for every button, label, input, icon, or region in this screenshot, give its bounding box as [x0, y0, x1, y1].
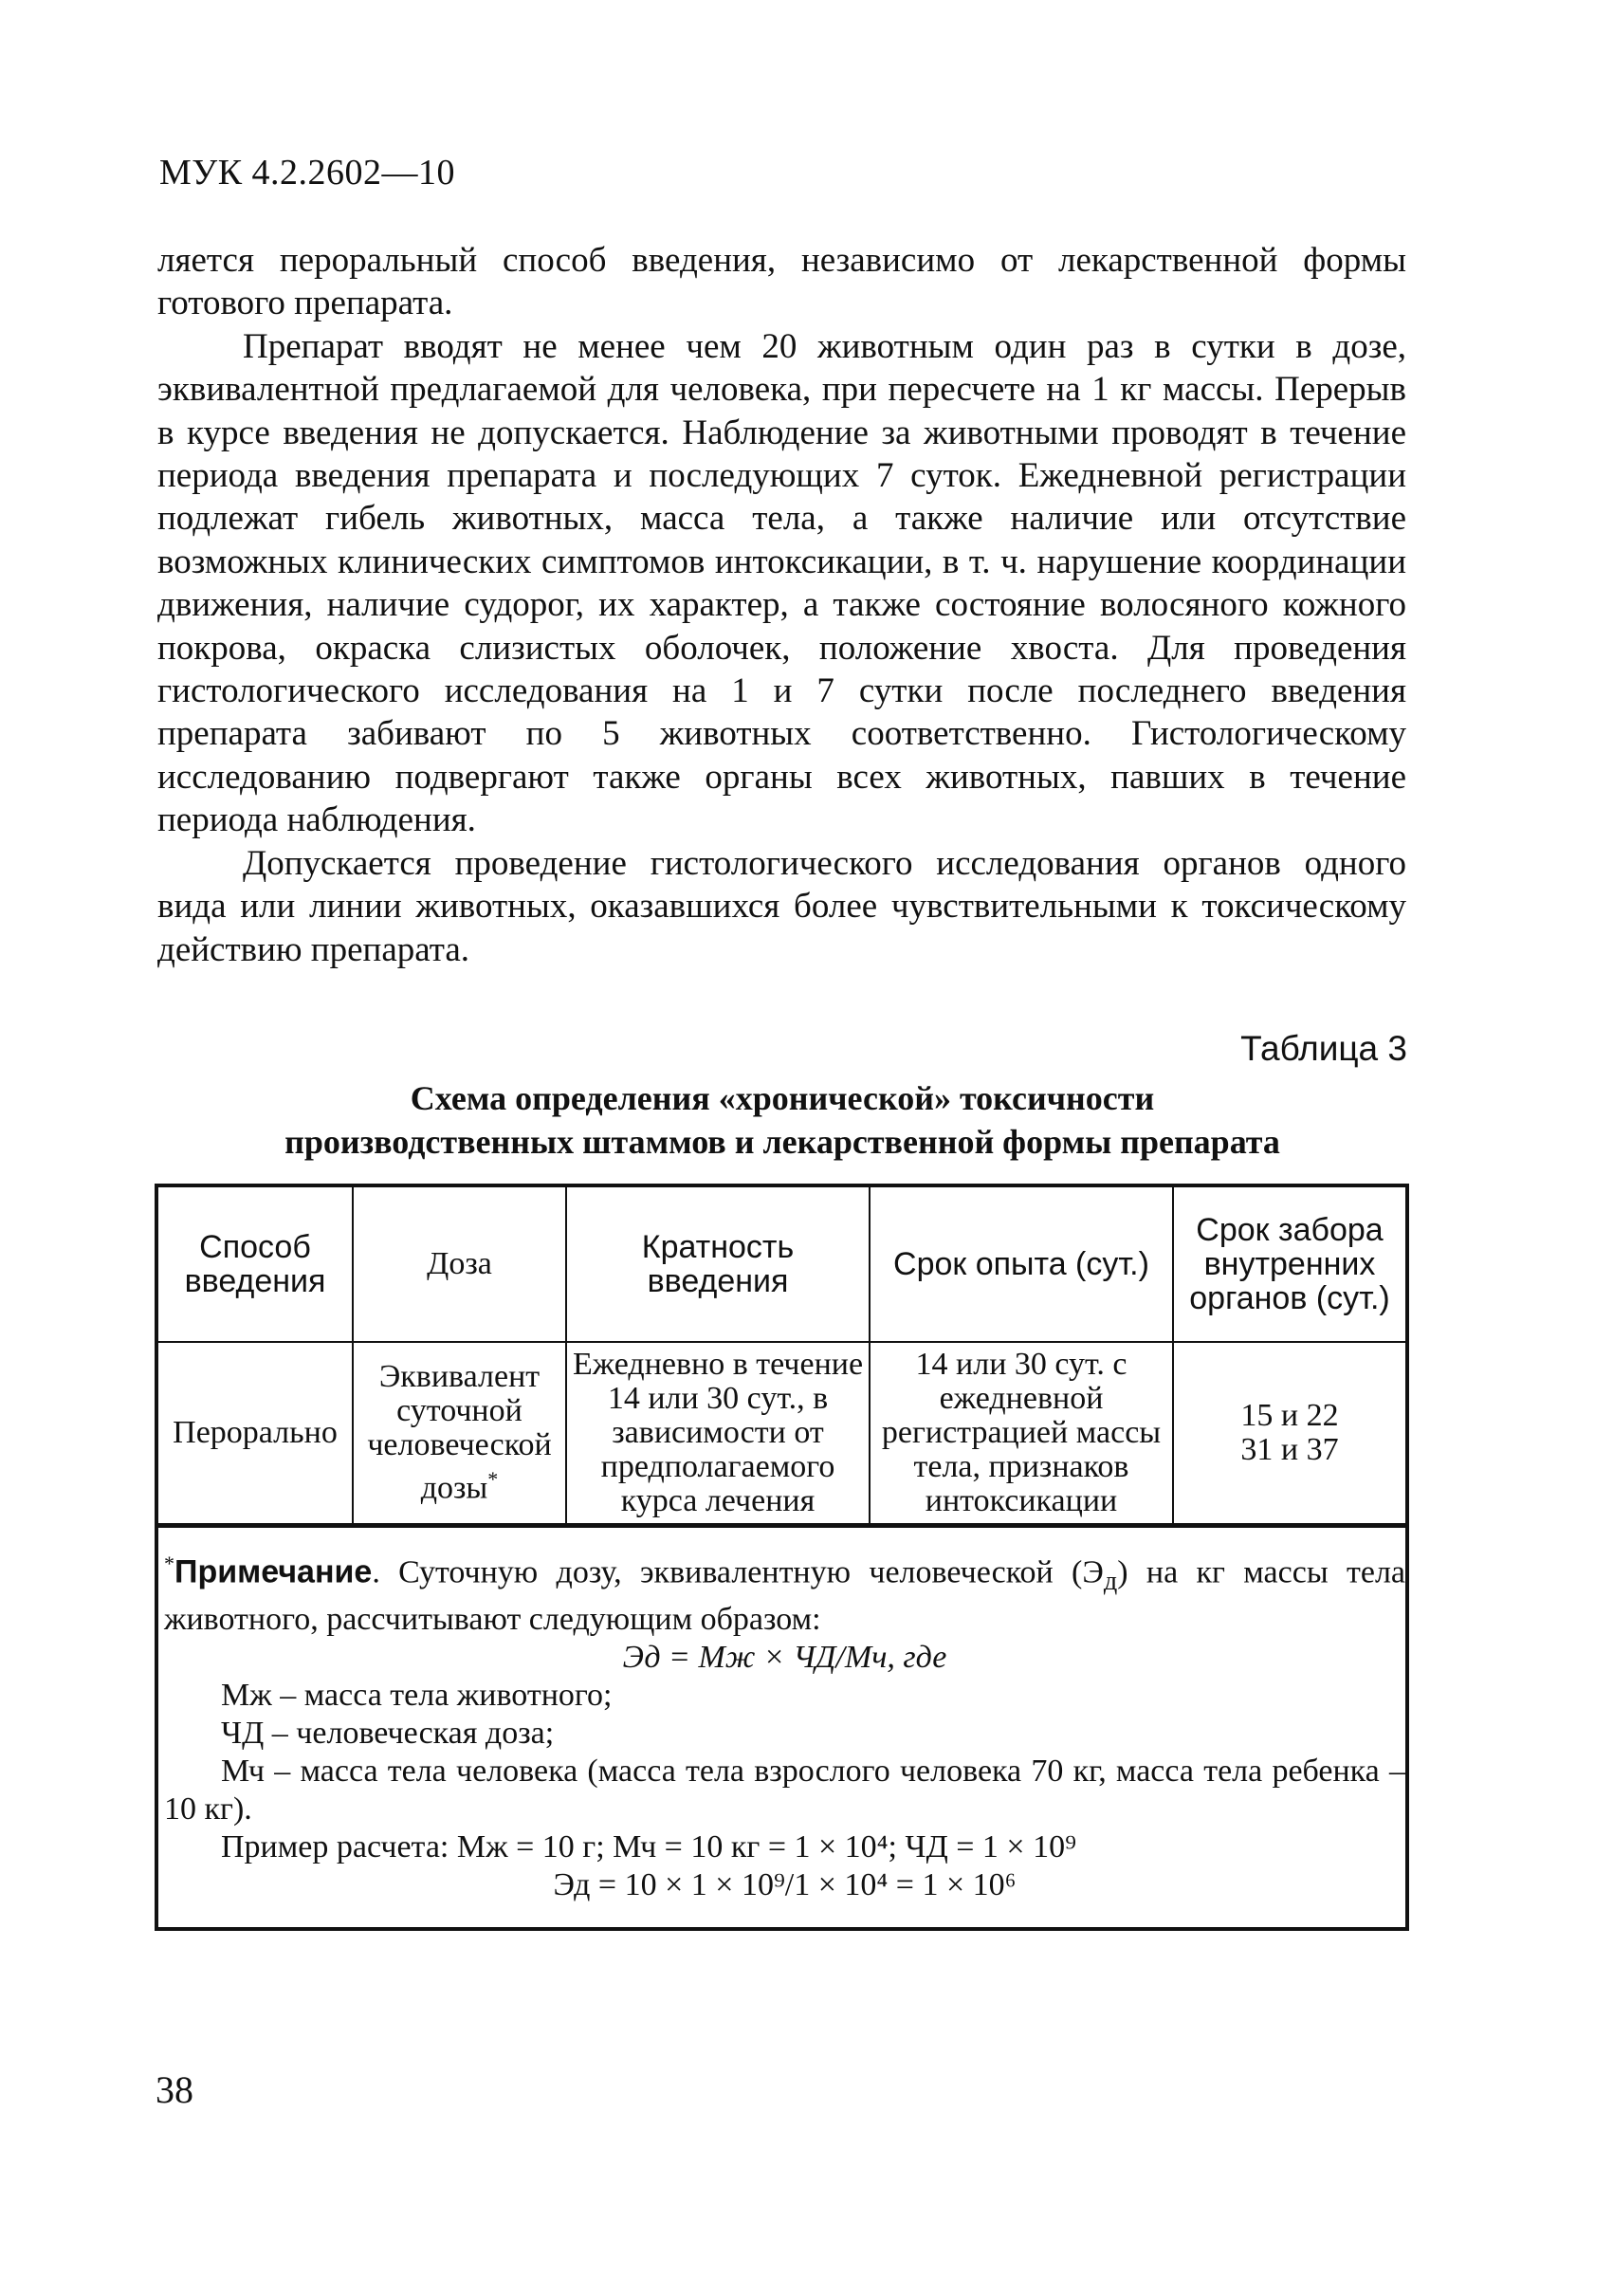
- paragraph-3: Допускается проведение гистологического исследования органов одного вида или линии животных, оказавшихся более чувствительными к токсическому действию препарата.: [157, 843, 1406, 969]
- table-title: [152, 1076, 1413, 1164]
- note-text-sub: д: [1103, 1567, 1118, 1597]
- dose-text: Эквивалент суточной человеческой дозы: [367, 1359, 552, 1506]
- body-text: [157, 239, 1406, 971]
- header-dose: Доза: [353, 1187, 566, 1342]
- table-title-line-1: Схема определения «хронической» токсичности: [410, 1079, 1155, 1117]
- note-example-label: Пример расчета:: [221, 1829, 457, 1865]
- dose-footnote-mark: *: [487, 1467, 499, 1492]
- organs-line-1: 15 и 22: [1240, 1398, 1339, 1433]
- note-example-result: Эд = 10 × 1 × 10⁹/1 × 10⁴ = 1 × 10⁶: [553, 1867, 1017, 1903]
- table-header-row: [158, 1187, 1405, 1342]
- cell-method: Перорально: [158, 1342, 353, 1524]
- cell-duration: 14 или 30 сут. с ежедневной регистрацией массы тела, признаков интоксикации: [870, 1342, 1173, 1524]
- note-text-end: ) на кг массы тела животного, рассчитывают следующим образом:: [164, 1554, 1405, 1638]
- paragraph-1: ляется пероральный способ введения, независимо от лекарственной формы готового препарата.: [157, 241, 1406, 323]
- table-title-line-2: производственных штаммов и лекарственной формы препарата: [284, 1123, 1280, 1161]
- table-note: [158, 1525, 1405, 1927]
- header-frequency: Кратность введения: [566, 1187, 870, 1342]
- note-formula: Эд = Мж × ЧД/Мч, где: [622, 1640, 947, 1676]
- header-organs: Срок забора внутренних органов (сут.): [1173, 1187, 1405, 1342]
- header-method: Способ введения: [158, 1187, 353, 1342]
- document-code-header: МУК 4.2.2602—10: [159, 153, 456, 193]
- toxicity-table: [155, 1184, 1409, 1931]
- page-number: 38: [156, 2068, 193, 2111]
- cell-frequency: Ежедневно в течение 14 или 30 сут., в зависимости от предполагаемого курса лечения: [566, 1342, 870, 1524]
- note-label: Примечание: [174, 1553, 373, 1590]
- note-intro: [164, 1545, 1405, 1639]
- header-duration: Срок опыта (сут.): [870, 1187, 1173, 1342]
- organs-line-2: 31 и 37: [1240, 1432, 1339, 1467]
- note-example: [164, 1828, 1405, 1866]
- note-def-2: ЧД – человеческая доза;: [221, 1716, 555, 1752]
- note-footnote-mark: *: [164, 1552, 174, 1575]
- note-example-text: Мж = 10 г; Мч = 10 кг = 1 × 10⁴; ЧД = 1 × 10⁹: [456, 1829, 1076, 1865]
- paragraph-2: Препарат вводят не менее чем 20 животным один раз в сутки в дозе, эквивалентной предлагаемой для человека, при пересчете на 1 кг массы. Перерыв в курсе введения не допускается. Наблюдение за животными проводят в течение периода введения препарата и последующих 7 суток. Ежедневной регистрации подлежат гибель животных, масса тела, а также наличие или отсутствие возможных клинических симптомов интоксикации, в т. ч. нарушение координации движения, наличие судорог, их характер, а также состояние волосяного кожного покрова, окраска слизистых оболочек, положение хвоста. Для проведения гистологического исследования на 1 и 7 сутки после последнего введения препарата забивают по 5 животных соответственно. Гистологическому исследованию подвергают также органы всех животных, павших в течение периода наблюдения.: [157, 326, 1406, 840]
- cell-organs: [1173, 1342, 1405, 1524]
- note-def-3: Мч – масса тела человека (масса тела взрослого человека 70 кг, масса тела ребенка – 10 кг).: [164, 1754, 1405, 1828]
- cell-dose: [353, 1342, 566, 1524]
- table-row: [158, 1342, 1405, 1524]
- table-label: Таблица 3: [1240, 1029, 1407, 1068]
- note-text: . Суточную дозу, эквивалентную человеческой (Э: [372, 1554, 1104, 1590]
- note-def-1: Мж – масса тела животного;: [221, 1678, 613, 1714]
